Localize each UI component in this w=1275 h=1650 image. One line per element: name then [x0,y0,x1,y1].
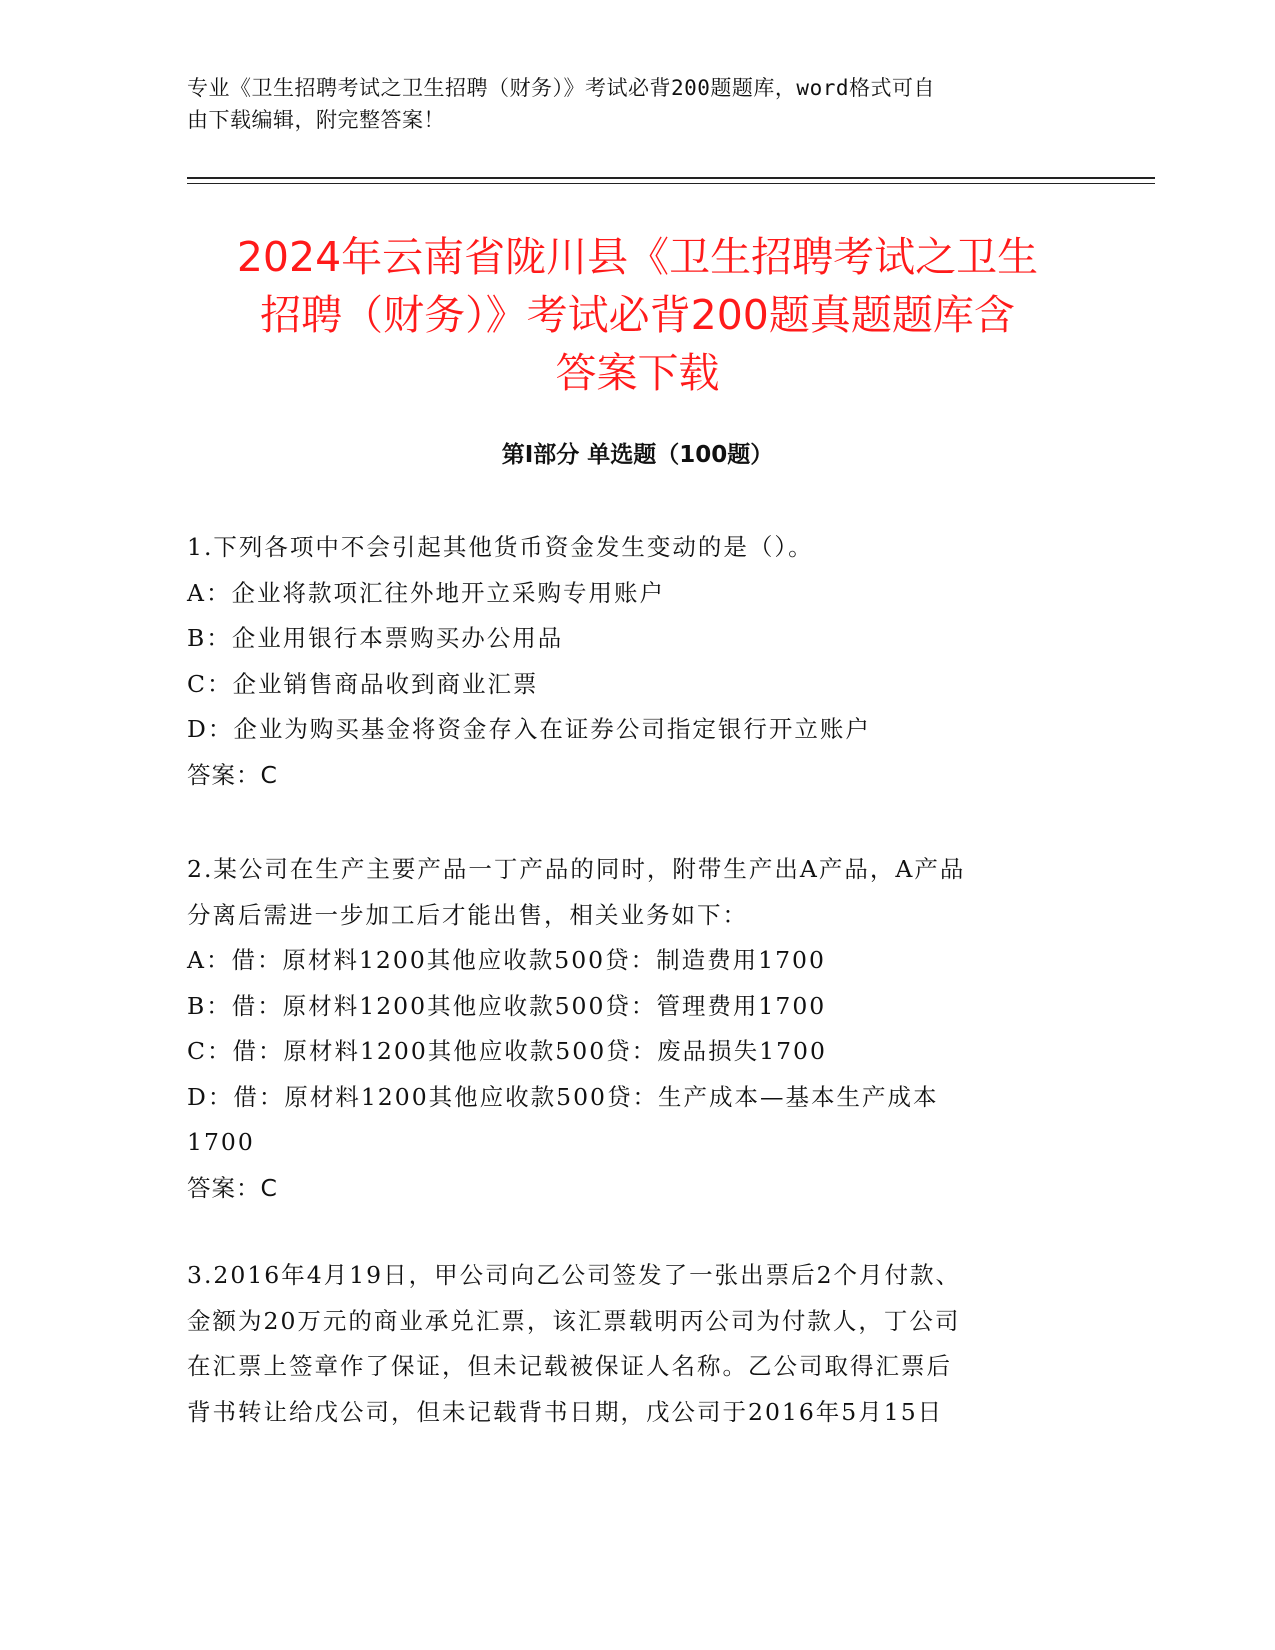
title-line: 答案下载 [555,349,720,397]
question-2 [187,847,1087,1211]
question-stem: 2.某公司在生产主要产品一丁产品的同时，附带生产出A产品，A产品 [187,855,966,883]
option-d: D：借：原材料1200其他应收款500贷：生产成本—基本生产成本 [187,1082,939,1111]
question-stem: 3.2016年4月19日，甲公司向乙公司签发了一张出票后2个月付款、 [187,1261,962,1289]
option-a: A：企业将款项汇往外地开立采购专用账户 [187,578,665,607]
question-stem: 分离后需进一步加工后才能出售，相关业务如下： [187,900,748,929]
question-3 [187,1253,1087,1435]
question-1 [187,525,1087,798]
option-d-continued: 1700 [187,1128,255,1156]
option-b: B：企业用银行本票购买办公用品 [187,624,564,652]
option-c: C：企业销售商品收到商业汇票 [187,669,539,698]
option-d: D：企业为购买基金将资金存入在证券公司指定银行开立账户 [187,715,871,743]
question-stem: 在汇票上签章作了保证，但未记载被保证人名称。乙公司取得汇票后 [187,1352,952,1380]
header-note-line: 专业《卫生招聘考试之卫生招聘（财务）》考试必背200题题库，word格式可自 [187,76,935,100]
answer: 答案：C [187,1173,278,1202]
option-c: C：借：原材料1200其他应收款500贷：废品损失1700 [187,1037,827,1065]
question-stem: 背书转让给戊公司，但未记载背书日期，戊公司于2016年5月15日 [187,1397,944,1426]
option-a: A：借：原材料1200其他应收款500贷：制造费用1700 [187,946,826,974]
header-rule-thick [187,177,1155,179]
section-heading: 第Ⅰ部分 单选题（100题） [501,442,774,468]
title-line: 招聘（财务）》考试必背200题真题题库含 [260,291,1015,339]
question-stem: 1.下列各项中不会引起其他货币资金发生变动的是（）。 [187,533,814,561]
answer: 答案：C [187,760,278,789]
title-line: 2024年云南省陇川县《卫生招聘考试之卫生 [236,233,1039,281]
question-stem: 金额为20万元的商业承兑汇票，该汇票载明丙公司为付款人，丁公司 [187,1306,961,1335]
header-note [187,72,1087,136]
header-note-line: 由下载编辑，附完整答案！ [187,108,445,132]
document-title [150,228,1125,402]
header-rule-thin [187,183,1155,184]
option-b: B：借：原材料1200其他应收款500贷：管理费用1700 [187,991,827,1020]
